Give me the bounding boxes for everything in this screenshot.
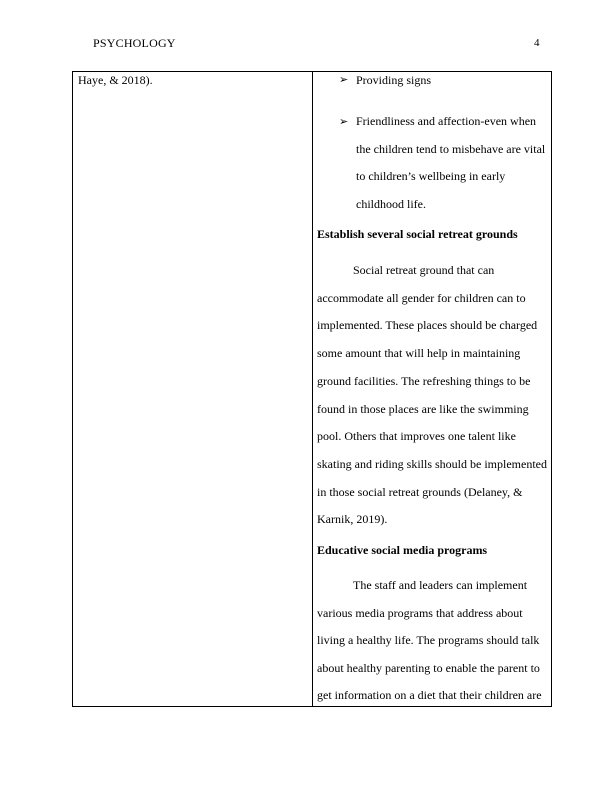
- left-table-cell: [78, 73, 308, 87]
- right-table-cell: [317, 72, 549, 707]
- section-paragraph-social-retreat: Social retreat ground that can accommodate all gender for children can to implemented. These places should be charged some amount that will help in maintaining ground facilities. The refreshing things to be found in those places are like the swimming pool. Others that improves one talent like skating and riding skills should be implemented in those social retreat grounds (Delaney, & Karnik, 2019).: [317, 263, 547, 527]
- section-heading-social-media: Educative social media programs: [317, 543, 488, 558]
- section-paragraph-social-media: The staff and leaders can implement various media programs that address about living a healthy life. The programs should talk about healthy parenting to enable the parent to get information on a diet that their children are: [317, 578, 542, 703]
- arrow-bullet-icon: ➢: [339, 115, 349, 128]
- running-head-title: PSYCHOLOGY: [93, 36, 176, 50]
- bullet-text: Friendliness and affection-even when the children tend to misbehave are vital to children’s wellbeing in early childhood life.: [356, 114, 546, 211]
- column-divider: [312, 72, 313, 706]
- arrow-bullet-icon: ➢: [339, 73, 349, 86]
- bullet-text: Providing signs: [356, 73, 432, 87]
- page-number: 4: [534, 37, 540, 49]
- list-item: [317, 73, 549, 87]
- content-table: [72, 71, 552, 707]
- section-heading-social-retreat: Establish several social retreat grounds: [317, 227, 518, 241]
- left-cell-text: Haye, & 2018).: [78, 73, 153, 87]
- bullet-list: [317, 73, 549, 218]
- list-item: [317, 108, 549, 218]
